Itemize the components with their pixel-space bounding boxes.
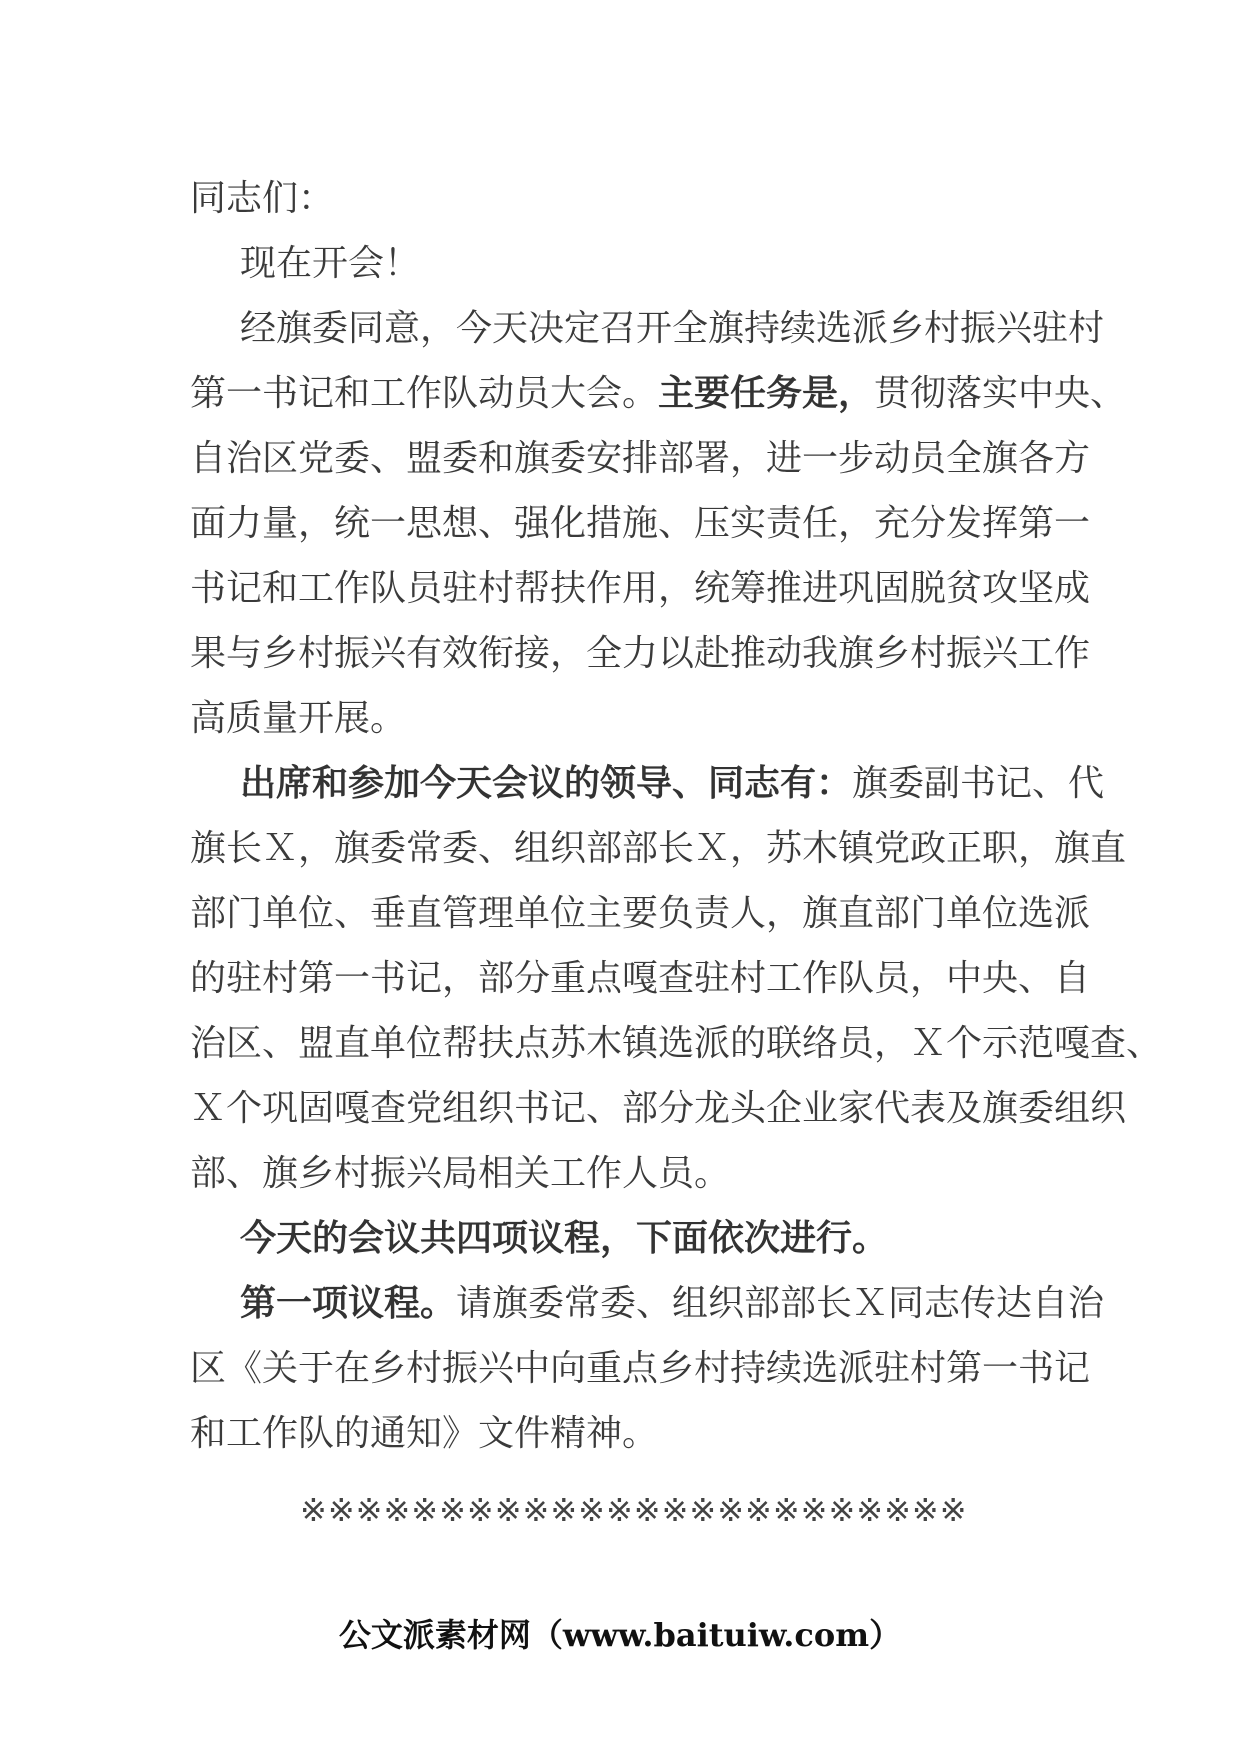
paragraph-3-line (190, 751, 1105, 816)
paragraph-5-line (190, 1271, 1105, 1336)
text-run: 旗长Ｘ，旗委常委、组织部部长Ｘ，苏木镇党政正职，旗直 (190, 828, 1127, 869)
text-run: Ｘ个巩固嘎查党组织书记、部分龙头企业家代表及旗委组织 (190, 1088, 1127, 1129)
paragraph-2-line (190, 686, 1070, 751)
bold-text-run: 第一项议程。 (240, 1283, 457, 1324)
text-run: 请旗委常委、组织部部长Ｘ同志传达自治 (456, 1283, 1105, 1324)
paragraph-2-line (190, 621, 1091, 686)
paragraph-5-line (190, 1336, 1091, 1401)
paragraph-5-line (190, 1401, 1070, 1466)
text-run: 第一书记和工作队动员大会。 (190, 373, 659, 414)
text-run: 书记和工作队员驻村帮扶作用，统筹推进巩固脱贫攻坚成 (190, 568, 1091, 609)
text-run: 部、旗乡村振兴局相关工作人员。 (190, 1153, 731, 1194)
text-run: 高质量开展。 (190, 698, 407, 739)
salutation: 同志们： (190, 178, 335, 219)
text-run: 旗委副书记、代 (852, 763, 1105, 804)
text-run: 治区、盟直单位帮扶点苏木镇选派的联络员，Ｘ个示范嘎查、 (190, 1023, 1163, 1064)
text-run: 贯彻落实中央、 (874, 373, 1127, 414)
bold-text-run: 出席和参加今天会议的领导、同志有： (240, 763, 853, 804)
paragraph-3-line (190, 1076, 1127, 1141)
paragraph-1-line (190, 231, 1070, 296)
text-run: 的驻村第一书记，部分重点嘎查驻村工作队员，中央、自 (190, 958, 1091, 999)
paragraph-3-line (190, 946, 1091, 1011)
text-run: 果与乡村振兴有效衔接，全力以赴推动我旗乡村振兴工作 (190, 633, 1091, 674)
text-run: 经旗委同意，今天决定召开全旗持续选派乡村振兴驻村 (240, 308, 1105, 349)
text-run: 面力量，统一思想、强化措施、压实责任，充分发挥第一 (190, 503, 1091, 544)
paragraph-2-line (190, 361, 1127, 426)
document-body (190, 166, 1163, 1466)
footer-watermark: 公文派素材网（www.baituiw.com） (338, 1616, 902, 1654)
bold-text-run: 今天的会议共四项议程，下面依次进行。 (240, 1218, 889, 1259)
text-run: 自治区党委、盟委和旗委安排部署，进一步动员全旗各方 (190, 438, 1091, 479)
paragraph-2-line (190, 426, 1091, 491)
paragraph-3-line (190, 1141, 1070, 1206)
paragraph-2-line (190, 491, 1091, 556)
paragraph-3-line (190, 816, 1127, 881)
paragraph-3-line (190, 881, 1091, 946)
separator-line: ※※※※※※※※※※※※※※※※※※※※※※※※ (300, 1491, 968, 1529)
paragraph-2-line (190, 556, 1091, 621)
text-run: 现在开会！ (240, 243, 421, 284)
text-run: 部门单位、垂直管理单位主要负责人，旗直部门单位选派 (190, 893, 1091, 934)
paragraph-3-line (190, 1011, 1163, 1076)
paragraph-2-line (190, 296, 1105, 361)
text-run: 和工作队的通知》文件精神。 (190, 1413, 659, 1454)
bold-text-run: 主要任务是， (658, 373, 875, 414)
paragraph-4-line (190, 1206, 1070, 1271)
text-run: 区《关于在乡村振兴中向重点乡村持续选派驻村第一书记 (190, 1348, 1091, 1389)
